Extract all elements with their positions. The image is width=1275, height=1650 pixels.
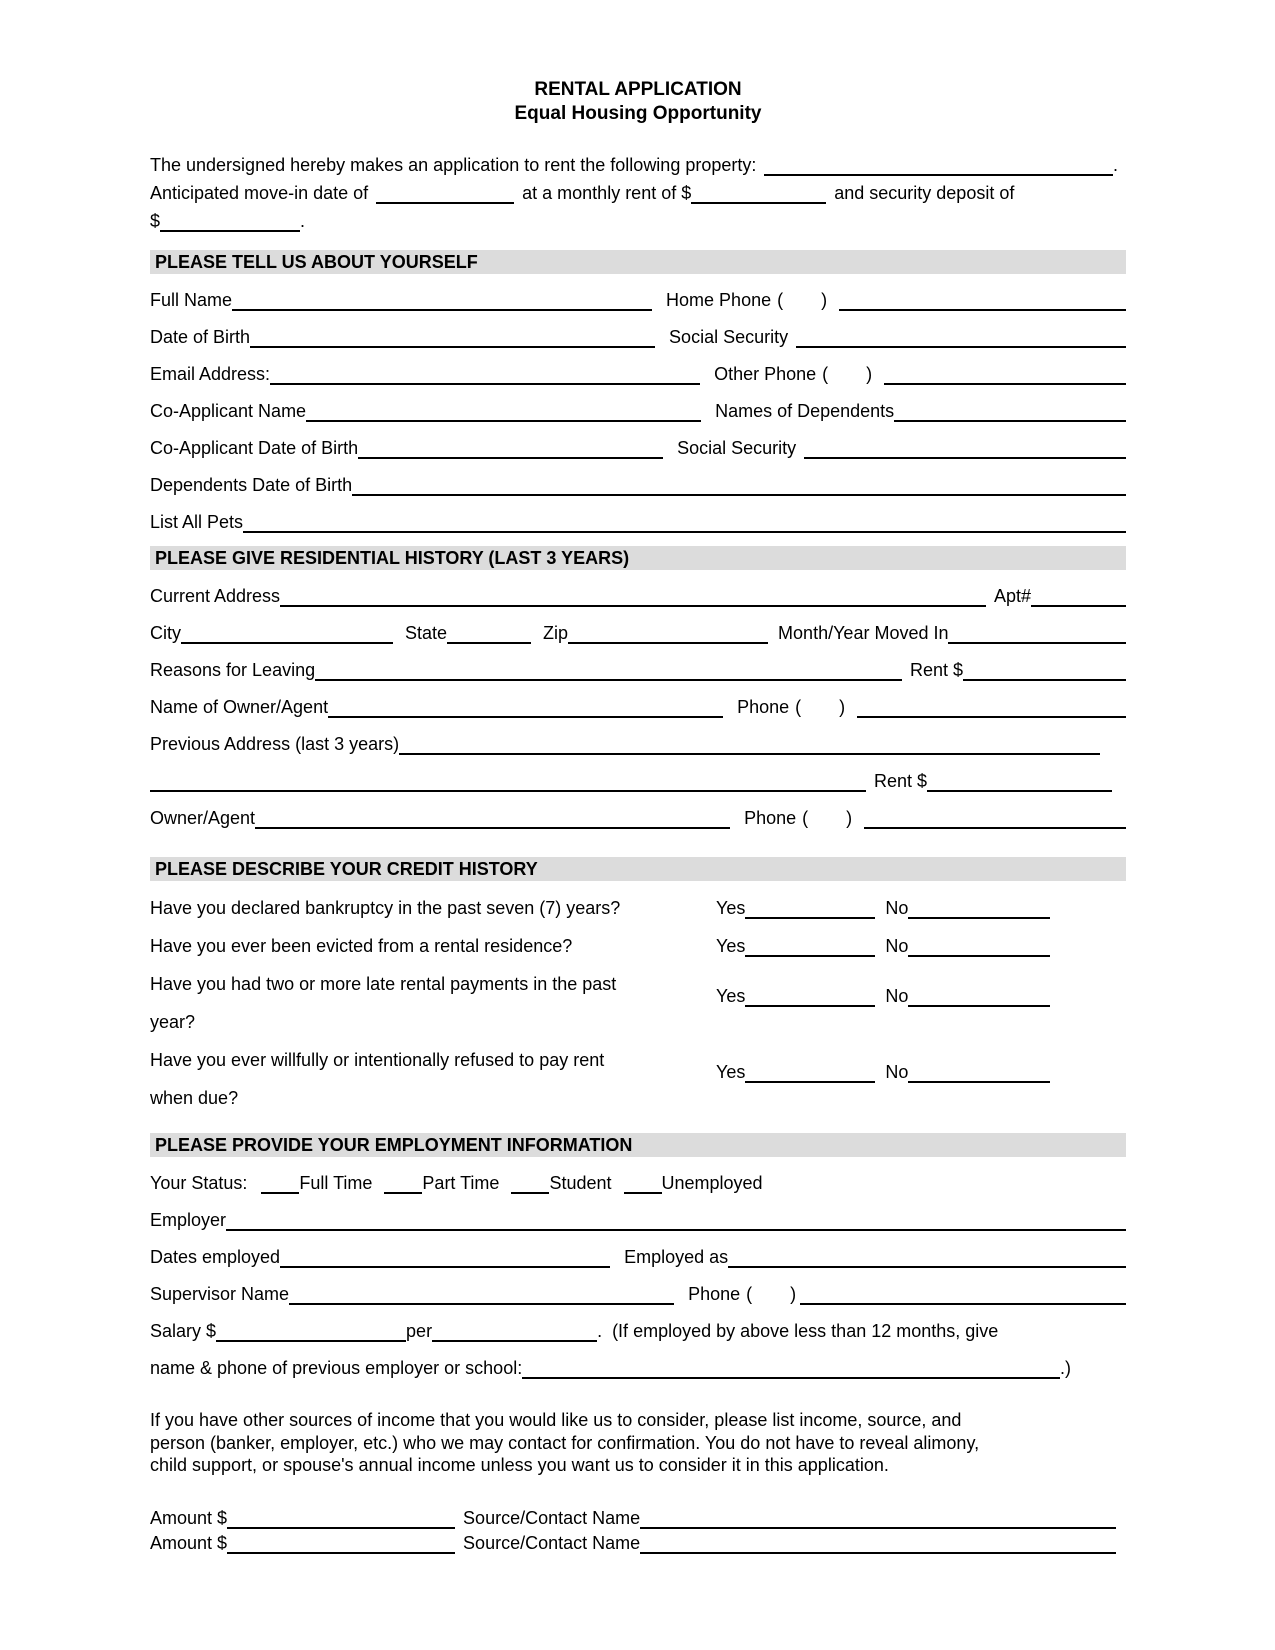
label-phone: Phone (737, 697, 790, 717)
label-other-phone: Other Phone (714, 364, 817, 384)
field-row-amount-2 (150, 1530, 1116, 1554)
intro-text: $ (150, 211, 161, 231)
question-text: Have you declared bankruptcy in the past seven (7) years? (150, 898, 621, 918)
blank-no-refused-rent[interactable] (908, 1061, 1050, 1083)
blank-amount-2[interactable] (227, 1532, 455, 1554)
field-row-amount-1 (150, 1505, 1116, 1529)
field-row-pets (150, 511, 1126, 533)
credit-answer (698, 881, 1126, 919)
paren-close: ) (839, 697, 846, 717)
blank-email[interactable] (270, 363, 700, 385)
label-owner-agent-name: Name of Owner/Agent (150, 697, 329, 717)
label-names-of-dependents: Names of Dependents (715, 401, 895, 421)
blank-property[interactable] (764, 154, 1113, 176)
credit-answer (698, 957, 1126, 1033)
credit-question-text (150, 1033, 698, 1109)
blank-supervisor[interactable] (289, 1283, 674, 1305)
intro-text: Anticipated move-in date of (150, 183, 369, 203)
blank-rent-previous[interactable] (927, 770, 1112, 792)
label-phone: Phone (744, 808, 797, 828)
paren-open: ( (822, 364, 829, 384)
label-yes: Yes (716, 898, 746, 918)
field-row-reasons (150, 659, 1126, 681)
field-row-email (150, 363, 1126, 385)
blank-owner-phone[interactable] (857, 696, 1126, 718)
blank-rent-current[interactable] (963, 659, 1126, 681)
blank-city[interactable] (181, 622, 393, 644)
field-row-previous-employer (150, 1357, 1071, 1379)
blank-student[interactable] (511, 1172, 549, 1194)
blank-names-of-dependents[interactable] (894, 400, 1126, 422)
label-owner-agent: Owner/Agent (150, 808, 256, 828)
page-subtitle: Equal Housing Opportunity (514, 103, 762, 124)
blank-co-applicant-name[interactable] (306, 400, 701, 422)
blank-supervisor-phone[interactable] (800, 1283, 1126, 1305)
blank-source-contact-1[interactable] (640, 1507, 1116, 1529)
label-zip: Zip (543, 623, 569, 643)
blank-area-code[interactable] (828, 363, 866, 385)
blank-source-contact-2[interactable] (640, 1532, 1116, 1554)
blank-move-in-date[interactable] (376, 182, 514, 204)
label-dependents-dob: Dependents Date of Birth (150, 475, 353, 495)
blank-area-code[interactable] (752, 1283, 790, 1305)
field-row-owner-agent-name (150, 696, 1126, 718)
credit-question-text (150, 919, 698, 957)
intro-paragraph (150, 148, 1126, 232)
field-row-previous-address-cont (150, 770, 1112, 792)
label-date-of-birth: Date of Birth (150, 327, 251, 347)
label-reasons: Reasons for Leaving (150, 660, 316, 680)
blank-co-applicant-ss[interactable] (804, 437, 1126, 459)
blank-dates-employed[interactable] (280, 1246, 610, 1268)
label-employed-as: Employed as (624, 1247, 729, 1267)
label-no: No (885, 1062, 909, 1082)
label-employer: Employer (150, 1210, 227, 1230)
page-title: RENTAL APPLICATION (534, 79, 742, 100)
section-header-credit: PLEASE DESCRIBE YOUR CREDIT HISTORY (150, 857, 1126, 881)
question-text: Have you ever been evicted from a rental residence? (150, 936, 573, 956)
paren-open: ( (795, 697, 802, 717)
label-social-security: Social Security (677, 438, 797, 458)
intro-text: at a monthly rent of $ (522, 183, 692, 203)
field-row-city-state-zip (150, 622, 1126, 644)
question-text: Have you had two or more late rental payments in the past (150, 974, 617, 994)
blank-salary[interactable] (216, 1320, 406, 1342)
label-unemployed: Unemployed (661, 1173, 763, 1193)
paren-close: ) (821, 290, 828, 310)
blank-yes-refused-rent[interactable] (745, 1061, 875, 1083)
question-text: year? (150, 1012, 196, 1032)
field-row-previous-owner-agent (150, 807, 1126, 829)
blank-previous-owner-phone[interactable] (864, 807, 1126, 829)
label-no: No (885, 986, 909, 1006)
field-row-current-address (150, 585, 1126, 607)
field-row-full-name (150, 289, 1126, 311)
label-social-security: Social Security (669, 327, 789, 347)
label-student: Student (549, 1173, 612, 1193)
label-school-line-end: .) (1060, 1358, 1071, 1378)
label-yes: Yes (716, 986, 746, 1006)
label-full-name: Full Name (150, 290, 233, 310)
blank-no-evicted[interactable] (908, 935, 1050, 957)
blank-apt[interactable] (1031, 585, 1126, 607)
blank-previous-address[interactable] (399, 733, 1100, 755)
blank-yes-evicted[interactable] (745, 935, 875, 957)
blank-security-deposit[interactable] (160, 210, 300, 232)
field-row-dates-employed (150, 1246, 1126, 1268)
blank-unemployed[interactable] (624, 1172, 662, 1194)
blank-previous-owner-agent[interactable] (255, 807, 730, 829)
label-list-all-pets: List All Pets (150, 512, 244, 532)
label-yes: Yes (716, 936, 746, 956)
blank-yes-bankruptcy[interactable] (745, 897, 875, 919)
credit-answer (698, 919, 1126, 957)
label-home-phone: Home Phone (666, 290, 772, 310)
credit-question-text (150, 957, 698, 1033)
label-your-status: Your Status: (150, 1173, 248, 1193)
field-row-dob (150, 326, 1126, 348)
field-row-employer (150, 1209, 1126, 1231)
label-amount: Amount $ (150, 1532, 228, 1553)
blank-no-late-payments[interactable] (908, 985, 1050, 1007)
label-state: State (405, 623, 448, 643)
blank-dependents-dob[interactable] (352, 474, 1126, 496)
field-row-supervisor (150, 1283, 1126, 1305)
label-part-time: Part Time (422, 1173, 500, 1193)
blank-list-all-pets[interactable] (243, 511, 1126, 533)
label-co-applicant-dob: Co-Applicant Date of Birth (150, 438, 359, 458)
label-salary: Salary $ (150, 1321, 217, 1341)
paragraph-line: person (banker, employer, etc.) who we may contact for confirmation. You do not have to reveal alimony, (150, 1432, 980, 1453)
label-rent: Rent $ (909, 660, 963, 680)
intro-line-1 (150, 148, 1118, 176)
label-co-applicant-name: Co-Applicant Name (150, 401, 307, 421)
blank-state[interactable] (447, 622, 531, 644)
label-rent: Rent $ (873, 771, 927, 791)
section-header-about: PLEASE TELL US ABOUT YOURSELF (150, 250, 1126, 274)
blank-other-phone[interactable] (884, 363, 1126, 385)
intro-period: . (1112, 155, 1118, 175)
paren-close: ) (866, 364, 873, 384)
field-row-salary (150, 1320, 1126, 1342)
blank-area-code[interactable] (801, 696, 839, 718)
field-row-previous-address (150, 733, 1100, 755)
label-no: No (885, 898, 909, 918)
credit-question-text (150, 881, 698, 919)
other-income-paragraph (150, 1409, 1126, 1477)
blank-full-time[interactable] (261, 1172, 299, 1194)
label-previous-address: Previous Address (last 3 years) (150, 734, 400, 754)
credit-question-evicted (150, 919, 1126, 957)
label-source-contact: Source/Contact Name (463, 1507, 641, 1528)
blank-area-code[interactable] (808, 807, 846, 829)
label-previous-employer-school: name & phone of previous employer or school: (150, 1358, 523, 1378)
section-header-employment: PLEASE PROVIDE YOUR EMPLOYMENT INFORMATION (150, 1133, 1126, 1157)
paren-close: ) (846, 808, 853, 828)
blank-yes-late-payments[interactable] (745, 985, 875, 1007)
credit-answer (698, 1033, 1126, 1109)
intro-line-2 (150, 176, 1126, 204)
intro-text: The undersigned hereby makes an application to rent the following property: (150, 155, 757, 175)
credit-question-late-payments (150, 957, 1126, 1033)
label-yes: Yes (716, 1062, 746, 1082)
question-text: Have you ever willfully or intentionally refused to pay rent (150, 1050, 605, 1070)
blank-reasons[interactable] (315, 659, 902, 681)
paragraph-line: If you have other sources of income that you would like us to consider, please list income, source, and (150, 1410, 962, 1430)
blank-full-name[interactable] (232, 289, 652, 311)
label-current-address: Current Address (150, 586, 281, 606)
label-email: Email Address: (150, 364, 271, 384)
credit-question-bankruptcy (150, 881, 1126, 919)
label-dates-employed: Dates employed (150, 1247, 281, 1267)
blank-moved-in[interactable] (948, 622, 1126, 644)
label-city: City (150, 623, 181, 643)
blank-part-time[interactable] (384, 1172, 422, 1194)
paren-close: ) (790, 1284, 797, 1304)
field-row-dependents-dob (150, 474, 1126, 496)
label-amount: Amount $ (150, 1507, 228, 1528)
label-phone: Phone (688, 1284, 741, 1304)
field-row-co-applicant-dob (150, 437, 1126, 459)
label-moved-in: Month/Year Moved In (778, 623, 949, 643)
blank-no-bankruptcy[interactable] (908, 897, 1050, 919)
label-supervisor: Supervisor Name (150, 1284, 290, 1304)
blank-previous-employer-school[interactable] (522, 1357, 1060, 1379)
blank-employer[interactable] (226, 1209, 1126, 1231)
blank-salary-per[interactable] (432, 1320, 597, 1342)
intro-period: . (300, 211, 306, 231)
field-row-co-applicant (150, 400, 1126, 422)
blank-area-code[interactable] (783, 289, 821, 311)
blank-amount-1[interactable] (227, 1507, 455, 1529)
label-source-contact: Source/Contact Name (463, 1532, 641, 1553)
blank-social-security[interactable] (796, 326, 1126, 348)
paren-open: ( (802, 808, 809, 828)
paragraph-line: child support, or spouse's annual income unless you want us to consider it in this application. (150, 1455, 889, 1475)
label-salary-note: . (If employed by above less than 12 months, give (597, 1321, 999, 1341)
blank-owner-agent-name[interactable] (328, 696, 723, 718)
section-header-residential: PLEASE GIVE RESIDENTIAL HISTORY (LAST 3 YEARS) (150, 546, 1126, 570)
question-text: when due? (150, 1088, 239, 1108)
paren-open: ( (746, 1284, 753, 1304)
intro-text: and security deposit of (834, 183, 1015, 203)
blank-previous-address-cont[interactable] (150, 770, 866, 792)
blank-zip[interactable] (568, 622, 768, 644)
blank-date-of-birth[interactable] (250, 326, 655, 348)
label-apt: Apt# (993, 586, 1031, 606)
label-no: No (885, 936, 909, 956)
blank-monthly-rent[interactable] (691, 182, 826, 204)
credit-question-refused-rent (150, 1033, 1126, 1109)
paren-open: ( (777, 290, 784, 310)
blank-employed-as[interactable] (728, 1246, 1126, 1268)
blank-co-applicant-dob[interactable] (358, 437, 663, 459)
blank-current-address[interactable] (280, 585, 986, 607)
field-row-status (150, 1172, 1126, 1194)
blank-home-phone[interactable] (839, 289, 1126, 311)
label-full-time: Full Time (299, 1173, 373, 1193)
label-per: per (406, 1321, 433, 1341)
intro-line-3 (150, 204, 1126, 232)
